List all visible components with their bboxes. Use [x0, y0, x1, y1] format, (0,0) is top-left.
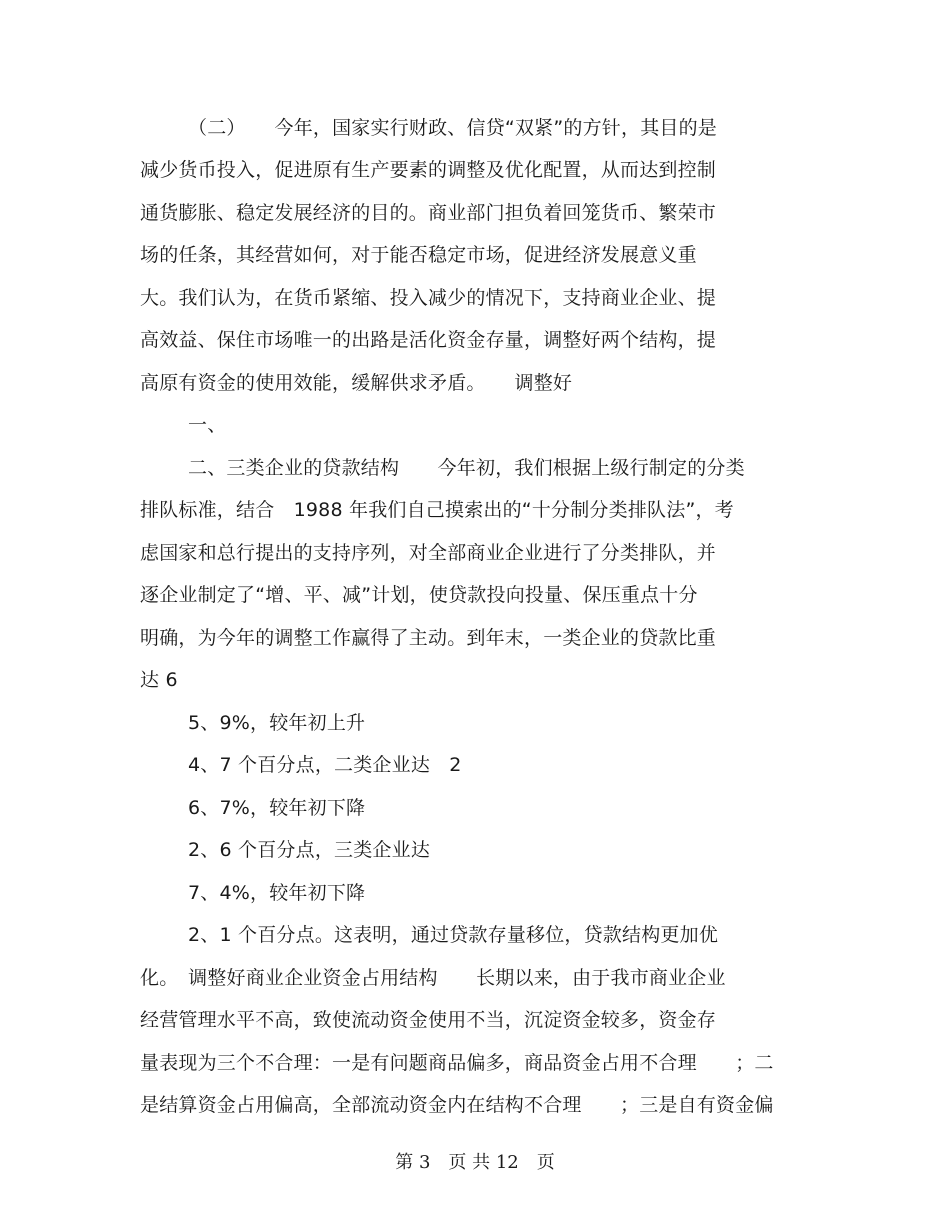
text-line: 通货膨胀、稳定发展经济的目的。商业部门担负着回笼货币、繁荣市: [140, 202, 717, 224]
text-line: 二、三类企业的贷款结构 今年初，我们根据上级行制定的分类: [188, 457, 745, 479]
text-line: 2、6 个百分点，三类企业达: [188, 839, 431, 861]
text-line: 量表现为三个不合理：一是有问题商品偏多，商品资金占用不合理 ；二: [140, 1052, 774, 1074]
text-line: 达 6: [140, 669, 178, 691]
text-line: 4、7 个百分点，二类企业达 2: [188, 754, 462, 776]
text-line: 5、9%，较年初上升: [188, 712, 366, 734]
text-line: 逐企业制定了“增、平、减”计划，使贷款投向投量、保压重点十分: [140, 584, 698, 606]
text-line: 场的任条，其经营如何，对于能否稳定市场，促进经济发展意义重: [140, 244, 697, 266]
text-line: 一、: [188, 414, 227, 436]
text-line: 排队标准，结合 1988 年我们自己摸索出的“十分制分类排队法”，考: [140, 499, 734, 521]
text-line: 明确，为今年的调整工作赢得了主动。到年末，一类企业的贷款比重: [140, 627, 717, 649]
text-line: 虑国家和总行提出的支持序列，对全部商业企业进行了分类排队，并: [140, 542, 717, 564]
text-line: 7、4%，较年初下降: [188, 882, 366, 904]
text-line: 高原有资金的使用效能，缓解供求矛盾。 调整好: [140, 372, 573, 394]
text-line: 是结算资金占用偏高，全部流动资金内在结构不合理 ；三是自有资金偏: [140, 1094, 774, 1116]
text-line: 减少货币投入，促进原有生产要素的调整及优化配置，从而达到控制: [140, 159, 717, 181]
text-line: 高效益、保住市场唯一的出路是活化资金存量，调整好两个结构，提: [140, 329, 717, 351]
text-line: （二） 今年，国家实行财政、信贷“双紧”的方针，其目的是: [188, 117, 717, 139]
text-line: 经营管理水平不高，致使流动资金使用不当，沉淀资金较多，资金存: [140, 1009, 717, 1031]
text-line: 6、7%，较年初下降: [188, 797, 366, 819]
text-line: 2、1 个百分点。这表明，通过贷款存量移位，贷款结构更加优: [188, 924, 719, 946]
page-number-footer: 第 3 页 共 12 页: [395, 1152, 555, 1173]
text-line: 化。 调整好商业企业资金占用结构 长期以来，由于我市商业企业: [140, 967, 726, 989]
text-line: 大。我们认为，在货币紧缩、投入减少的情况下，支持商业企业、提: [140, 287, 717, 309]
